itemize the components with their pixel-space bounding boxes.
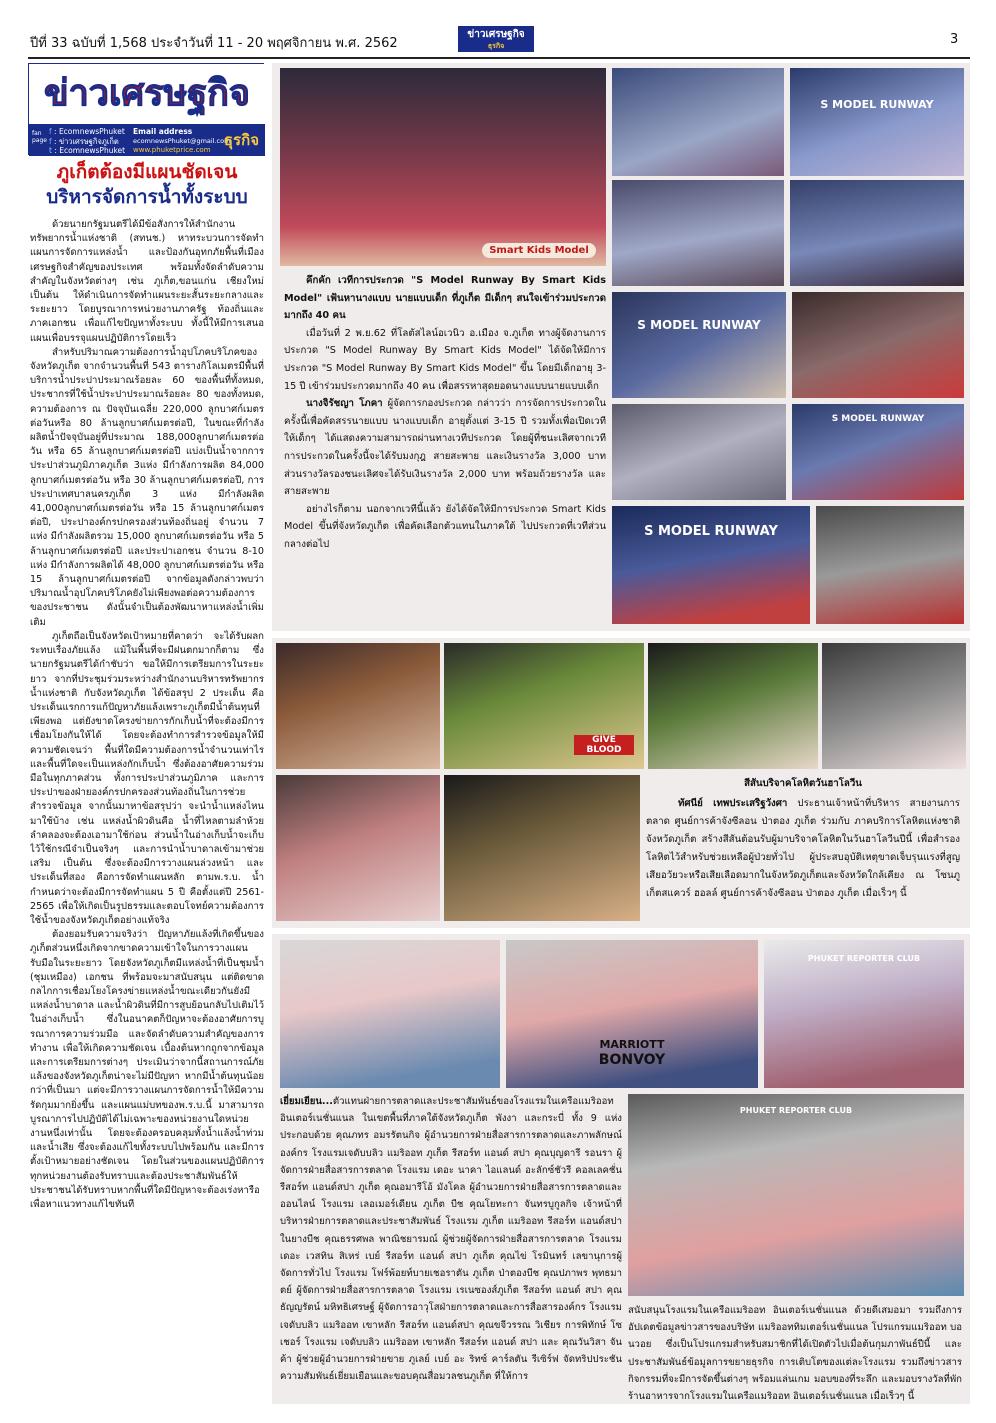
email-address: ecomnewsPhuket@gmail.com — [133, 136, 231, 145]
runway-paragraph: เมื่อวันที่ 2 พ.ย.62 ที่โลตัสไลน์อเวนิว อ.เมือง จ.ภูเก็ต ทางผู้จัดงานการประกวด "S Model Runway By Smart Kids Model" ได้จัดให้มีการประกวด "S Model Runway By Smart Kids Model" ขึ้น โดยมีเด็กอายุ 3-15 ปี เข้าร่วมประกวดมากถึง 40 คน เพื่อสรรหาสุดยอดนางแบบนายแบบเด็ก — [284, 327, 606, 392]
lead-headline — [30, 160, 264, 212]
facebook-thai-handle: : ข่าวเศรษฐกิจภูเก็ต — [54, 136, 119, 146]
runway-story-text — [284, 272, 606, 622]
lead-body — [30, 218, 264, 1403]
blood-donation-title: สีสันบริจาคโลหิตวันฮาโลวีน — [744, 778, 862, 789]
reporter-club-sign-1: PHUKET REPORTER CLUB — [807, 954, 921, 963]
marriott-photo-3 — [764, 940, 964, 1088]
runway-paragraph: อย่างไรก็ตาม นอกจากเวทีนี้แล้ว ยังได้จัดให้มีการประกวด Smart Kids Model ขึ้นที่จังหวัดภูเก็ต เพื่อคัดเลือกตัวแทนในภาคใต้ ไปประกวดที่เวทีส่วนกลางต่อไป — [284, 503, 606, 550]
runway-photo-11 — [816, 506, 964, 624]
runway-sign-4: S MODEL RUNWAY — [644, 524, 778, 539]
give-blood-sign-1: GIVE BLOOD — [574, 735, 634, 755]
marriott-story-text — [280, 1093, 622, 1401]
header-mini-logo — [458, 26, 534, 52]
masthead-title: ข่าวเศรษฐกิจ — [29, 64, 265, 124]
halloween-photo-3 — [648, 643, 818, 769]
facebook-icon: f — [49, 127, 52, 136]
runway-photo-4 — [612, 180, 784, 286]
runway-headline: คึกคัก เวทีการประกวด "S Model Runway By Smart Kids Model" เฟ้นหานางแบบ นายแบบเด็ก ที่ภูเก็ต มีเด็กๆ สนใจเข้าร่วมประกวดมากถึง 40 คน — [284, 275, 606, 322]
runway-group-photo — [280, 68, 606, 266]
lead-paragraph: ภูเก็ตถือเป็นจังหวัดเป้าหมายที่คาดว่า จะได้รับผลกระทบเรื่องภัยแล้ง แม้ในพื้นที่จะมีฝนตกมากก็ตาม ซึ่งนายกรัฐมนตรีได้กำชับว่า ขอให้มีการเตรียมการในระยะยาว จากที่ประชุมร่วมระหว่างสำนักงานบริหารทรัพยากรน้ำแห่งชาติ กับจังหวัดภูเก็ต ได้ข้อสรุป 2 ประเด็น คือ ประเด็นแรกการแก้ปัญหาภัยแล้งเพราะภูเก็ตมีน้ำต้นทุนที่เพียงพอ แต่ยังขาดโครงข่ายการกักเก็บน้ำที่จะต้องมีการเชื่อมโยงกันให้ได้ โดยจะต้องทำการสำรวจข้อมูลให้มีความชัดเจนว่า พื้นที่ใดมีความต้องการน้ำจำนวนเท่าไร และพื้นที่ใดจะเป็นแหล่งกักเก็บน้ำ ซึ่งต้องอาศัยความร่วมมือในทุกภาคส่วน ทั้งการประปาส่วนภูมิภาค และการประปาของฝ่ายองค์กรปกครองส่วนท้องถิ่นในการช่วยสำรวจข้อมูล จากนั้นมาหาข้อสรุปว่า จะนำน้ำแหล่งไหนมาใช้บ้าง เช่น แหล่งน้ำผิวดินคือ น้ำที่ไหลตามลำห้วยลำคลองจะต้องเอามาใช้ก่อน ส่วนน้ำในอ่างเก็บน้ำจะเก็บไว้ใช้กรณีจำเป็นจริงๆ และการนำน้ำบาดาลเข้ามาช่วยเสริม เป็นต้น ซึ่งจะต้องมีการวางแผนล่วงหน้า และประเด็นที่สอง คือการจัดทำแผนหลัก ตามพ.ร.บ. น้ำ กำหนดว่าจะต้องมีการจัดทำแผน 5 ปี คือตั้งแต่ปี 2561-2565 เพื่อให้เกิดเป็นรูปธรรมและตอบโจทย์ความต้องการใช้น้ำของจังหวัดภูเก็ตอย่างแท้จริง — [30, 630, 264, 926]
header-rule — [28, 57, 970, 59]
twitter-handle: : EcomnewsPhuket — [54, 146, 126, 155]
page-number: 3 — [950, 32, 959, 47]
masthead-contact-bar — [29, 124, 265, 156]
runway-photo-5 — [790, 180, 964, 286]
runway-sign-1: S MODEL RUNWAY — [820, 98, 934, 111]
marriott-lead-bold: เยี่ยมเยียน... — [280, 1096, 333, 1107]
reporter-club-sign-2: PHUKET REPORTER CLUB — [739, 1106, 853, 1115]
email-label: Email address — [133, 127, 193, 136]
runway-organizer-name: นางจิรัชญา โภคา — [306, 398, 383, 410]
facebook-handle: : EcomnewsPhuket — [54, 127, 125, 136]
runway-paragraph — [284, 395, 606, 501]
blood-donation-description: ประธานเจ้าหน้าที่บริหาร สายงานการตลาด ศูนย์การค้าจังซีลอน ป่าตอง ภูเก็ต ร่วมกับ ภาคบริการโลหิตแห่งชาติ จังหวัดภูเก็ต สร้างสีสันต้อนรับผู้มาบริจาคโลหิตในวันฮาโลวีนปีนี้ เพื่อสำรองโลหิตไว้สำหรับช่วยเหลือผู้ป่วยทั่วไป ผู้ประสบอุบัติเหตุขาดเจ็บรุนแรงที่สูญเสียอวัยวะหรือเสียเลือดมากในจังหวัดภูเก็ตและจังหวัดใกล้เคียง ณ โซนภูเก็ตสแควร์ ฮอลล์ ศูนย์การค้าจังซีลอน ป่าตอง ภูเก็ต เมื่อเร็วๆ นี้ — [646, 798, 960, 899]
masthead — [28, 63, 264, 155]
marriott-story-text-continued — [628, 1302, 962, 1402]
masthead-business-label: ธุรกิจ — [223, 131, 259, 149]
halloween-photo-6 — [444, 775, 640, 921]
marriott-body-1: ตัวแทนฝ่ายการตลาดและประชาสัมพันธ์ของโรงแรมในเครือแมริออท อินเตอร์เนชั่นแนล ในเขตพื้นที่ภาคใต้จังหวัดภูเก็ต พังงา และกระบี่ ทั้ง 9 แห่ง ประกอบด้วย คุณภทร อมรรัตนกิจ ผู้อำนวยการฝ่ายสื่อสารการตลาดและภาพลักษณ์องค์กร โรงแรมเจดับบลิว แมริออท ภูเก็ต รีสอร์ท แอนด์ สปา คุณบุญดารี รอนรา ผู้จัดการฝ่ายสื่อสารการตลาด โรงแรม เดอะ นาคา ไอแลนด์ อะลักซ์ชัวรี คอลเลคชั่น รีสอร์ท แอนด์สปา ภูเก็ต คุณอมารีโอ้ มังโคล ผู้อำนวยการฝ่ายสื่อสารการตลาดและออนไลน์ โรงแรม เลอเมอร์เดียน ภูเก็ต บีช คุณโยทะกา จันทรบูกูลกิจ เจ้าหน้าที่บริหารฝ่ายการตลาดและประชาสัมพันธ์ โรงแรม ภูเก็ต แมริออท รีสอร์ท แอนด์สปา ในยางบีช คุณธรรศพล พาณิชยารมณ์ ผู้ช่วยผู้จัดการฝ่ายสื่อสารการตลาด โรงแรม เดอะ เวสทิน สิเหร่ เบย์ รีสอร์ท แอนด์ สปา ภูเก็ต คุณไข่ โรมินทร์ เลขานุการผู้จัดการทั่วไป โรงแรม โฟร์พ้อยท์บายเชอราตัน ภูเก็ต ป่าตองบีช คุณปภาพร พุทธมาตย์ ผู้จัดการฝ่ายสื่อสารการตลาด โรงแรม เรเนซองส์ภูเก็ต รีสอร์ท แอนด์ สปา คุณธัญญรัตน์ มหิทธิเศรษฐ์ ผู้จัดการอาวุโสฝ่ายการตลาดและการสื่อสารองค์กร โรงแรม เจดับบลิว แมริออท เขาหลัก รีสอร์ท แอนด์สปา คุณขจีวรรณ วิเชียร การพิทักษ์ โซเชอร์ โรงแรม เจดับบลิว แมริออท เขาหลัก รีสอร์ท แอนด์ สปา และ คุณวันวิสา จันค้า ผู้ช่วยผู้อำนวยการฝ่ายขาย ภูเลย์ เบย์ อะ ริทซ์ คาร์ลตัน รีเซิร์ฟ จัดทริปประชันความสัมพันธ์เยี่ยมเยือนและขอบคุณสื่อมวลชนภูเก็ต ที่ให้การ — [280, 1096, 622, 1383]
lead-headline-line-2: บริหารจัดการน้ำทั้งระบบ — [46, 186, 248, 208]
runway-photo-10 — [612, 506, 810, 624]
marriott-group-photo — [628, 1094, 964, 1296]
runway-photo-2 — [612, 68, 784, 176]
lead-paragraph: สำหรับปริมาณความต้องการน้ำอุปโภคบริโภคของจังหวัดภูเก็ต จากจำนวนพื้นที่ 543 ตารางกิโลเมตรมีพื้นที่บริการน้ำประปาประมาณร้อยละ 60 ของพื้นที่ทั้งหมด, ประชากรที่ใช้น้ำประปาประมาณร้อยละ 80 ของทั้งหมด, ความต้องการ ณ ปัจจุบันเฉลี่ย 220,000 ลูกบาศก์เมตรต่อวันหรือ 80 ล้านลูกบาศก์เมตรต่อปี, ในขณะที่กำลังผลิตน้ำปัจจุบันอยู่ที่ประมาณ 188,000ลูกบาศก์เมตรต่อวัน หรือ 65 ล้านลูกบาศก์เมตรต่อปี แบ่งเป็นน้ำจากการประปาส่วนภูมิภาคภูเก็ต 3แห่ง มีกำลังการผลิต 84,000 ลูกบาศก์เมตรต่อวัน หรือ 30 ล้านลูกบาศก์เมตรต่อปี, การประปาเทศบาลนครภูเก็ต 3 แห่ง มีกำลังผลิต 41,000ลูกบาศก์เมตรต่อวัน หรือ 15 ล้านลูกบาศก์เมตรต่อปี, ประปาองค์กรปกครองส่วนท้องถิ่นอยู่ จำนวน 7 แห่ง มีกำลังผลิตรวม 15,000 ลูกบาศก์เมตรต่อวัน หรือ 5 ล้านลูกบาศก์เมตรต่อปี และประปาเอกชน จำนวน 8-10 แห่ง มีกำลังการผลิตได้ 48,000 ลูกบาศก์เมตรต่อวัน หรือ 15 ล้านลูกบาศก์เมตรต่อปี จากข้อมูลดังกล่าวพบว่า ปริมาณน้ำอุปโภคบริโภคยังไม่เพียงพอต่อความต้องการของประชาชน ดังนั้นจำเป็นต้องพัฒนาหาแหล่งน้ำเพิ่มเติม — [30, 346, 264, 628]
runway-photo-3 — [790, 68, 964, 176]
runway-photo-7 — [792, 292, 964, 398]
bonvoy-brand-text: BONVOY — [598, 1052, 666, 1068]
marriott-photo-1 — [280, 940, 500, 1088]
runway-photo-9 — [792, 404, 964, 500]
fan-page-label: fan page — [32, 130, 47, 144]
blood-donation-name: ทัศนีย์ เทพประเสริฐวังศา — [678, 798, 788, 809]
halloween-photo-2 — [444, 643, 644, 769]
lead-paragraph: ด้วยนายกรัฐมนตรีได้มีข้อสั่งการให้สำนักงานทรัพยากรน้ำแห่งชาติ (สทนช.) หาทระบวนการจัดทำแผนการจัดการแหล่งน้ำ และป้องกันอุทกภัยพื้นที่เมืองเศรษฐกิจสำคัญของประเทศ พร้อมทั้งจัดลำดับความสำคัญในจังหวัดต่างๆ เช่น ภูเก็ต,ขอนแก่น เชียงใหม่ เป็นต้น ให้ดำเนินการจัดทำแผนระยะสั้นระยะกลางและระยะยาว โดยบูรณาการหน่วยงานภาครัฐ ท้องถิ่นและภาคเอกชน เพื่อแก้ไขปัญหาทั้งระบบ ทั้งนี้ให้มีการเสนอแผนเพื่อบรรจุแผนปฏิบัติการโดยเร็ว — [30, 219, 264, 344]
runway-sign-2: S MODEL RUNWAY — [637, 318, 761, 332]
runway-organizer-quote: ผู้จัดการกองประกวด กล่าวว่า การจัดการประกวดในครั้งนี้เพื่อคัดสรรนายแบบ นางแบบเด็ก อายุตั้งแต่ 3-15 ปี รวมทั้งเพื่อเปิดเวทีให้เด็กๆ ได้แสดงความสามารถผ่านทางเวทีประกวด โดยผู้ที่ชนะเลิศจากเวทีการประกวดในครั้งนี้จะได้รับมงกุฎ สายสะพาย และเงินรางวัล 3,000 บาท ส่วนรางวัลรองชนะเลิศจะได้รับเงินรางวัล 2,000 บาท พร้อมถ้วยรางวัล และสายสะพาย — [284, 398, 606, 498]
issue-line: ปีที่ 33 ฉบับที่ 1,568 ประจำวันที่ 11 - 20 พฤศจิกายน พ.ศ. 2562 — [30, 36, 398, 51]
halloween-photo-4 — [822, 643, 966, 769]
halloween-photo-1 — [276, 643, 440, 769]
halloween-photo-5 — [276, 775, 440, 921]
runway-photo-6 — [612, 292, 786, 398]
marriott-photo-2 — [506, 940, 758, 1088]
facebook-thai-line — [49, 137, 125, 147]
twitter-line — [49, 146, 125, 156]
website-url: www.phuketprice.com — [133, 146, 211, 154]
lead-paragraph: ต้องยอมรับความจริงว่า ปัญหาภัยแล้งที่เกิดขึ้นของภูเก็ตส่วนหนึ่งเกิดจากขาดความเข้าใจในการวางแผนรับมือในระยะยาว โดยจังหวัดภูเก็ตมีแหล่งน้ำที่เป็นชุมน้ำ (ชุมเหมือง) เอกชน ที่พร้อมจะมาสนับสนุน แต่ติดขาดกลไกการเชื่อมโยงโครงข่ายแหล่งน้ำขณะเดียวกันยังมีแหล่งน้ำบาดาล และน้ำผิวดินที่มีการสูบย้อนกลับไปเติมไว้ในอ่างเก็บน้ำ ซึ่งในอนาคตก็ปัญหาจะต้องอาศัยการบูรณาการความร่วมมือ และจัดลำดับความสำคัญของการทำงาน เพื่อให้เกิดความชัดเจน เบื้องต้นหากถูกจากข้อมูล และการเตรียมการต่างๆ ประเมินว่าจากนี้สถานการณ์ภัยแล้งของจังหวัดภูเก็ตน่าจะไม่มีปัญหา หากมีน้ำต้นทุนน้อยกว่าที่เป็นมา แต่จะมีการวางแผนการจัดการน้ำให้มีความรัดกุมมากยิ่งขึ้น และแผนแม่บทของพ.ร.บ.นี้ มาสามารถบูรณาการไปปฏิบัติได้ไม่เฉพาะของหน่วยงานใดหน่วยงานหนึ่งเท่านั้น โดยจะต้องครอบคลุมทั้งน้ำแล้งน้ำท่วมและน้ำเสีย ซึ่งจะต้องแก้ไขทั้งระบบไปพร้อมกัน และมีการตั้งเป้าหมายอย่างชัดเจน โดยในส่วนของแผนปฏิบัติการทุกหน่วยงานต้องรับทราบและต้องประชาสัมพันธ์ให้ประชาชนได้รับทราบหากพื้นที่ใดมีปัญหาจะต้องเร่งหารือเพื่อหาแนวทางแก้ไขทันที — [30, 929, 264, 1211]
header-mini-logo-text: ข่าวเศรษฐกิจ — [467, 29, 525, 40]
marriott-brand-text: MARRIOTT — [599, 1038, 665, 1051]
smart-kids-model-banner: Smart Kids Model — [482, 243, 596, 258]
runway-photo-8 — [612, 404, 786, 500]
blood-donation-text — [646, 775, 960, 915]
blood-donation-body — [646, 795, 960, 903]
twitter-icon: t — [49, 146, 52, 155]
facebook-icon-2: f — [49, 136, 52, 146]
marriott-body-2: สนับสนุนโรงแรมในเครือแมริออท อินเตอร์เนชั่นแนล ด้วยดีเสมอมา รวมถึงการอัปเดตข้อมูลข่าวสารของบริษัท แมริออททิมเตอร์เนชั่นแนล โปรแกรมแมริออท บอนวอย ซึ่งเป็นโปรแกรมสำหรับสมาชิกที่ได้เปิดตัวไปเมื่อต้นกุมภาพันธ์ปีนี้ และประชาสัมพันธ์ข้อมูลการขยายธุรกิจ การเติบโตของแต่ละโรงแรม รวมถึงข่าวสารกิจกรรมที่จะมีการจัดขึ้นต่างๆ พร้อมแล่นเกม มอบของที่ระลึก และมอบรางวัลที่พัก ร้านอาหารจากโรงแรมในเครือแมริออท อินเตอร์เนชั่นแนล เมื่อเร็วๆ นี้ — [628, 1305, 962, 1403]
runway-sign-3: S MODEL RUNWAY — [831, 414, 925, 424]
facebook-line — [49, 127, 125, 137]
header-mini-logo-sub: ธุรกิจ — [487, 42, 505, 50]
lead-headline-line-1: ภูเก็ตต้องมีแผนชัดเจน — [56, 161, 238, 183]
